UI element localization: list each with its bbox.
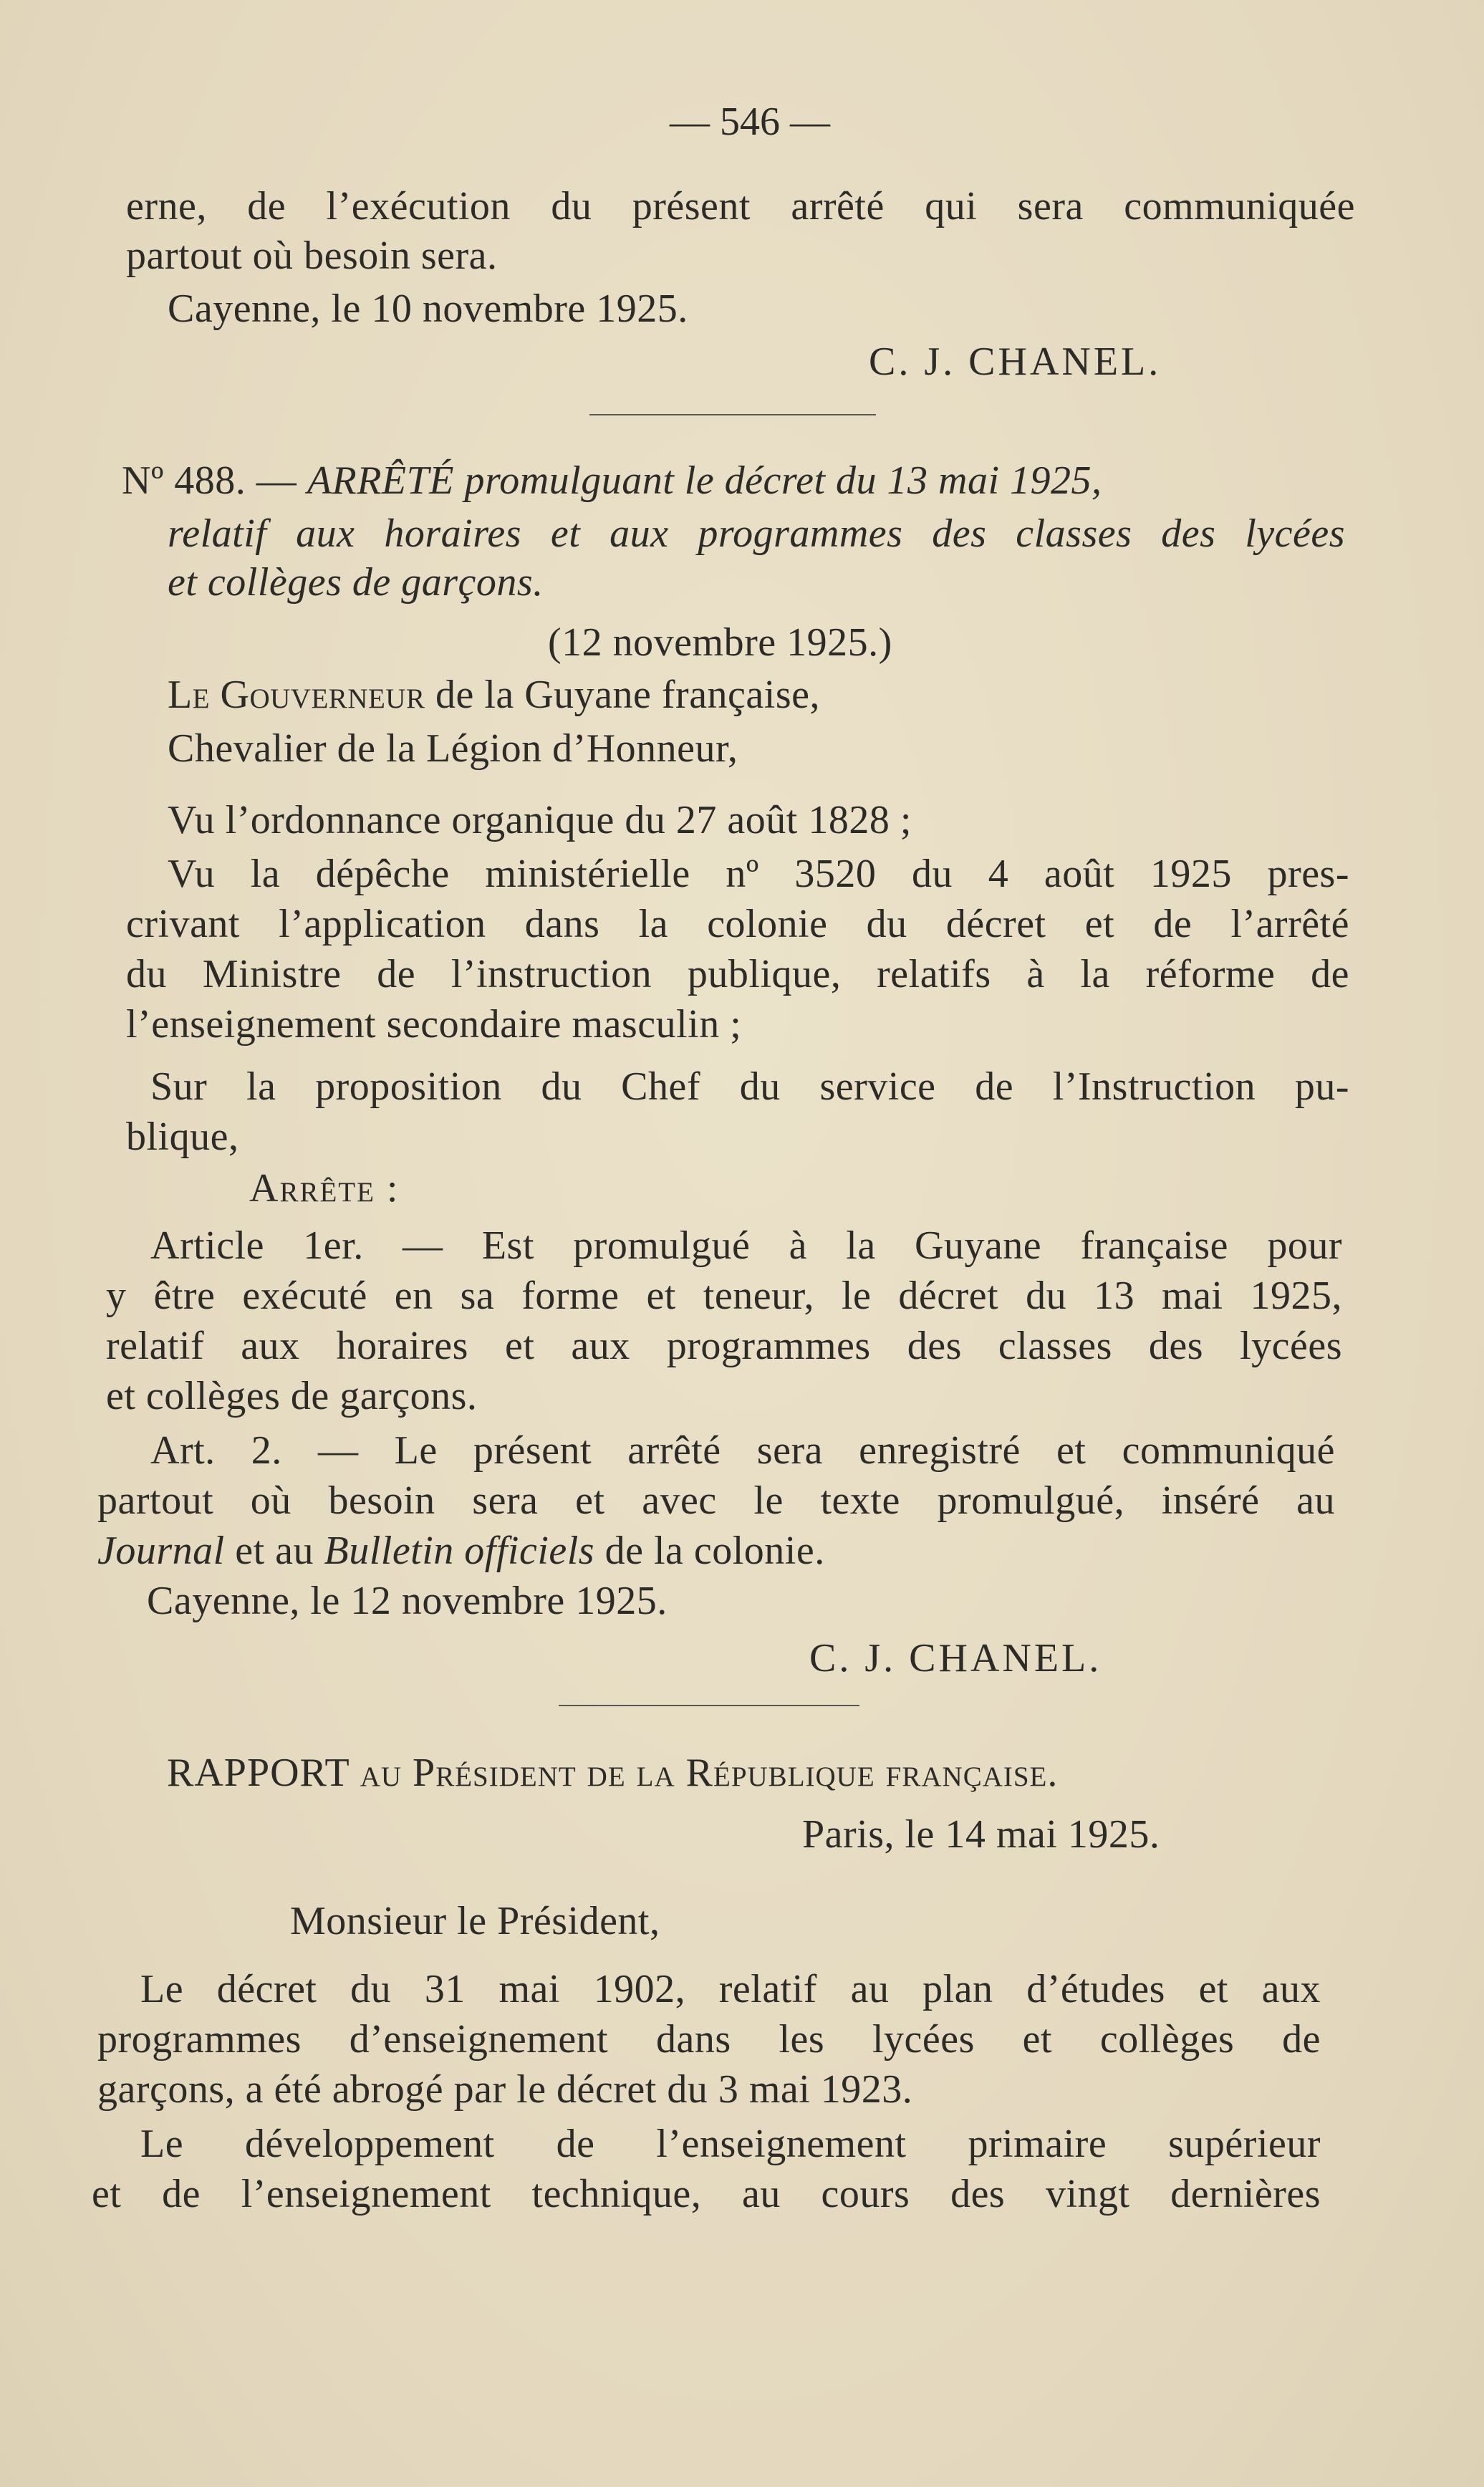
- rapport-heading: [167, 1748, 1058, 1798]
- article-2-line-3: [97, 1526, 825, 1576]
- vu-depeche-line-2: crivant l’application dans la colonie du décret et de l’arrêté: [126, 902, 1349, 946]
- previous-decree-line-1: erne, de l’exécution du présent arrêté qui sera communiquée: [126, 184, 1355, 229]
- rapport-place-date: Paris, le 14 mai 1925.: [802, 1812, 1160, 1857]
- arrete-heading: Arrête :: [249, 1166, 400, 1211]
- decree-488-date: Cayenne, le 12 novembre 1925.: [147, 1579, 668, 1623]
- rapport-paragraph-1-line-2: programmes d’enseignement dans les lycées et collèges de: [97, 2017, 1321, 2062]
- sur-proposition-line-1: Sur la proposition du Chef du service de l’Instruction pu-: [150, 1064, 1349, 1109]
- article-1-line-4: et collèges de garçons.: [106, 1374, 478, 1418]
- decree-title-line-1: [122, 456, 1102, 506]
- decree-number: Nº 488. —: [122, 458, 297, 503]
- rapport-paragraph-1-line-1: Le décret du 31 mai 1902, relatif au plan d’études et aux: [140, 1967, 1321, 2011]
- previous-decree-line-2: partout où besoin sera.: [126, 234, 498, 278]
- decree-488-signature: C. J. CHANEL.: [809, 1636, 1102, 1680]
- previous-decree-signature: C. J. CHANEL.: [869, 340, 1162, 384]
- chevalier-line: Chevalier de la Légion d’Honneur,: [168, 726, 738, 771]
- article-2-end: de la colonie.: [594, 1529, 825, 1573]
- rapport-paragraph-2-line-2: et de l’enseignement technique, au cours des vingt dernières: [92, 2172, 1321, 2216]
- article-2-line-1: Art. 2. — Le présent arrêté sera enregistré et communiqué: [150, 1428, 1335, 1473]
- decree-title-line-3: et collèges de garçons.: [168, 560, 544, 605]
- vu-depeche-line-1: Vu la dépêche ministérielle nº 3520 du 4 août 1925 pres-: [168, 852, 1349, 896]
- previous-decree-date: Cayenne, le 10 novembre 1925.: [168, 287, 688, 331]
- vu-ordonnance: Vu l’ordonnance organique du 27 août 1828 ;: [168, 798, 912, 842]
- sur-proposition-line-2: blique,: [126, 1115, 239, 1159]
- article-1-line-1: Article 1er. — Est promulgué à la Guyane française pour: [150, 1223, 1342, 1268]
- vu-depeche-line-3: du Ministre de l’instruction publique, relatifs à la réforme de: [126, 952, 1349, 996]
- rapport-paragraph-2-line-1: Le développement de l’enseignement primaire supérieur: [140, 2122, 1321, 2166]
- bulletin-title: Bulletin officiels: [324, 1529, 595, 1573]
- rapport-word: RAPPORT: [167, 1751, 350, 1795]
- article-2-connector: et au: [224, 1529, 324, 1573]
- rapport-salutation: Monsieur le Président,: [290, 1899, 660, 1943]
- vu-depeche-line-4: l’enseignement secondaire masculin ;: [126, 1002, 742, 1047]
- decree-title-start: ARRÊTÉ promulguant le décret du 13 mai 1925,: [307, 458, 1102, 503]
- governor-title: Le Gouverneur: [168, 673, 425, 717]
- decree-date-parenthetical: (12 novembre 1925.): [548, 620, 892, 665]
- section-divider: [559, 1705, 859, 1706]
- article-2-line-2: partout où besoin sera et avec le texte promulgué, inséré au: [97, 1478, 1335, 1523]
- article-1-line-2: y être exécuté en sa forme et teneur, le décret du 13 mai 1925,: [106, 1274, 1342, 1318]
- page-number: — 546 —: [670, 100, 830, 144]
- rapport-addressee: au Président de la République française.: [360, 1751, 1059, 1795]
- rapport-paragraph-1-line-3: garçons, a été abrogé par le décret du 3 mai 1923.: [97, 2067, 913, 2112]
- article-1-line-3: relatif aux horaires et aux programmes des classes des lycées: [106, 1324, 1342, 1368]
- section-divider: [589, 414, 876, 415]
- decree-title-line-2: relatif aux horaires et aux programmes des classes des lycées: [168, 511, 1345, 556]
- journal-title: Journal: [97, 1529, 225, 1573]
- governor-line: [168, 670, 820, 720]
- governor-territory: de la Guyane française,: [435, 673, 820, 717]
